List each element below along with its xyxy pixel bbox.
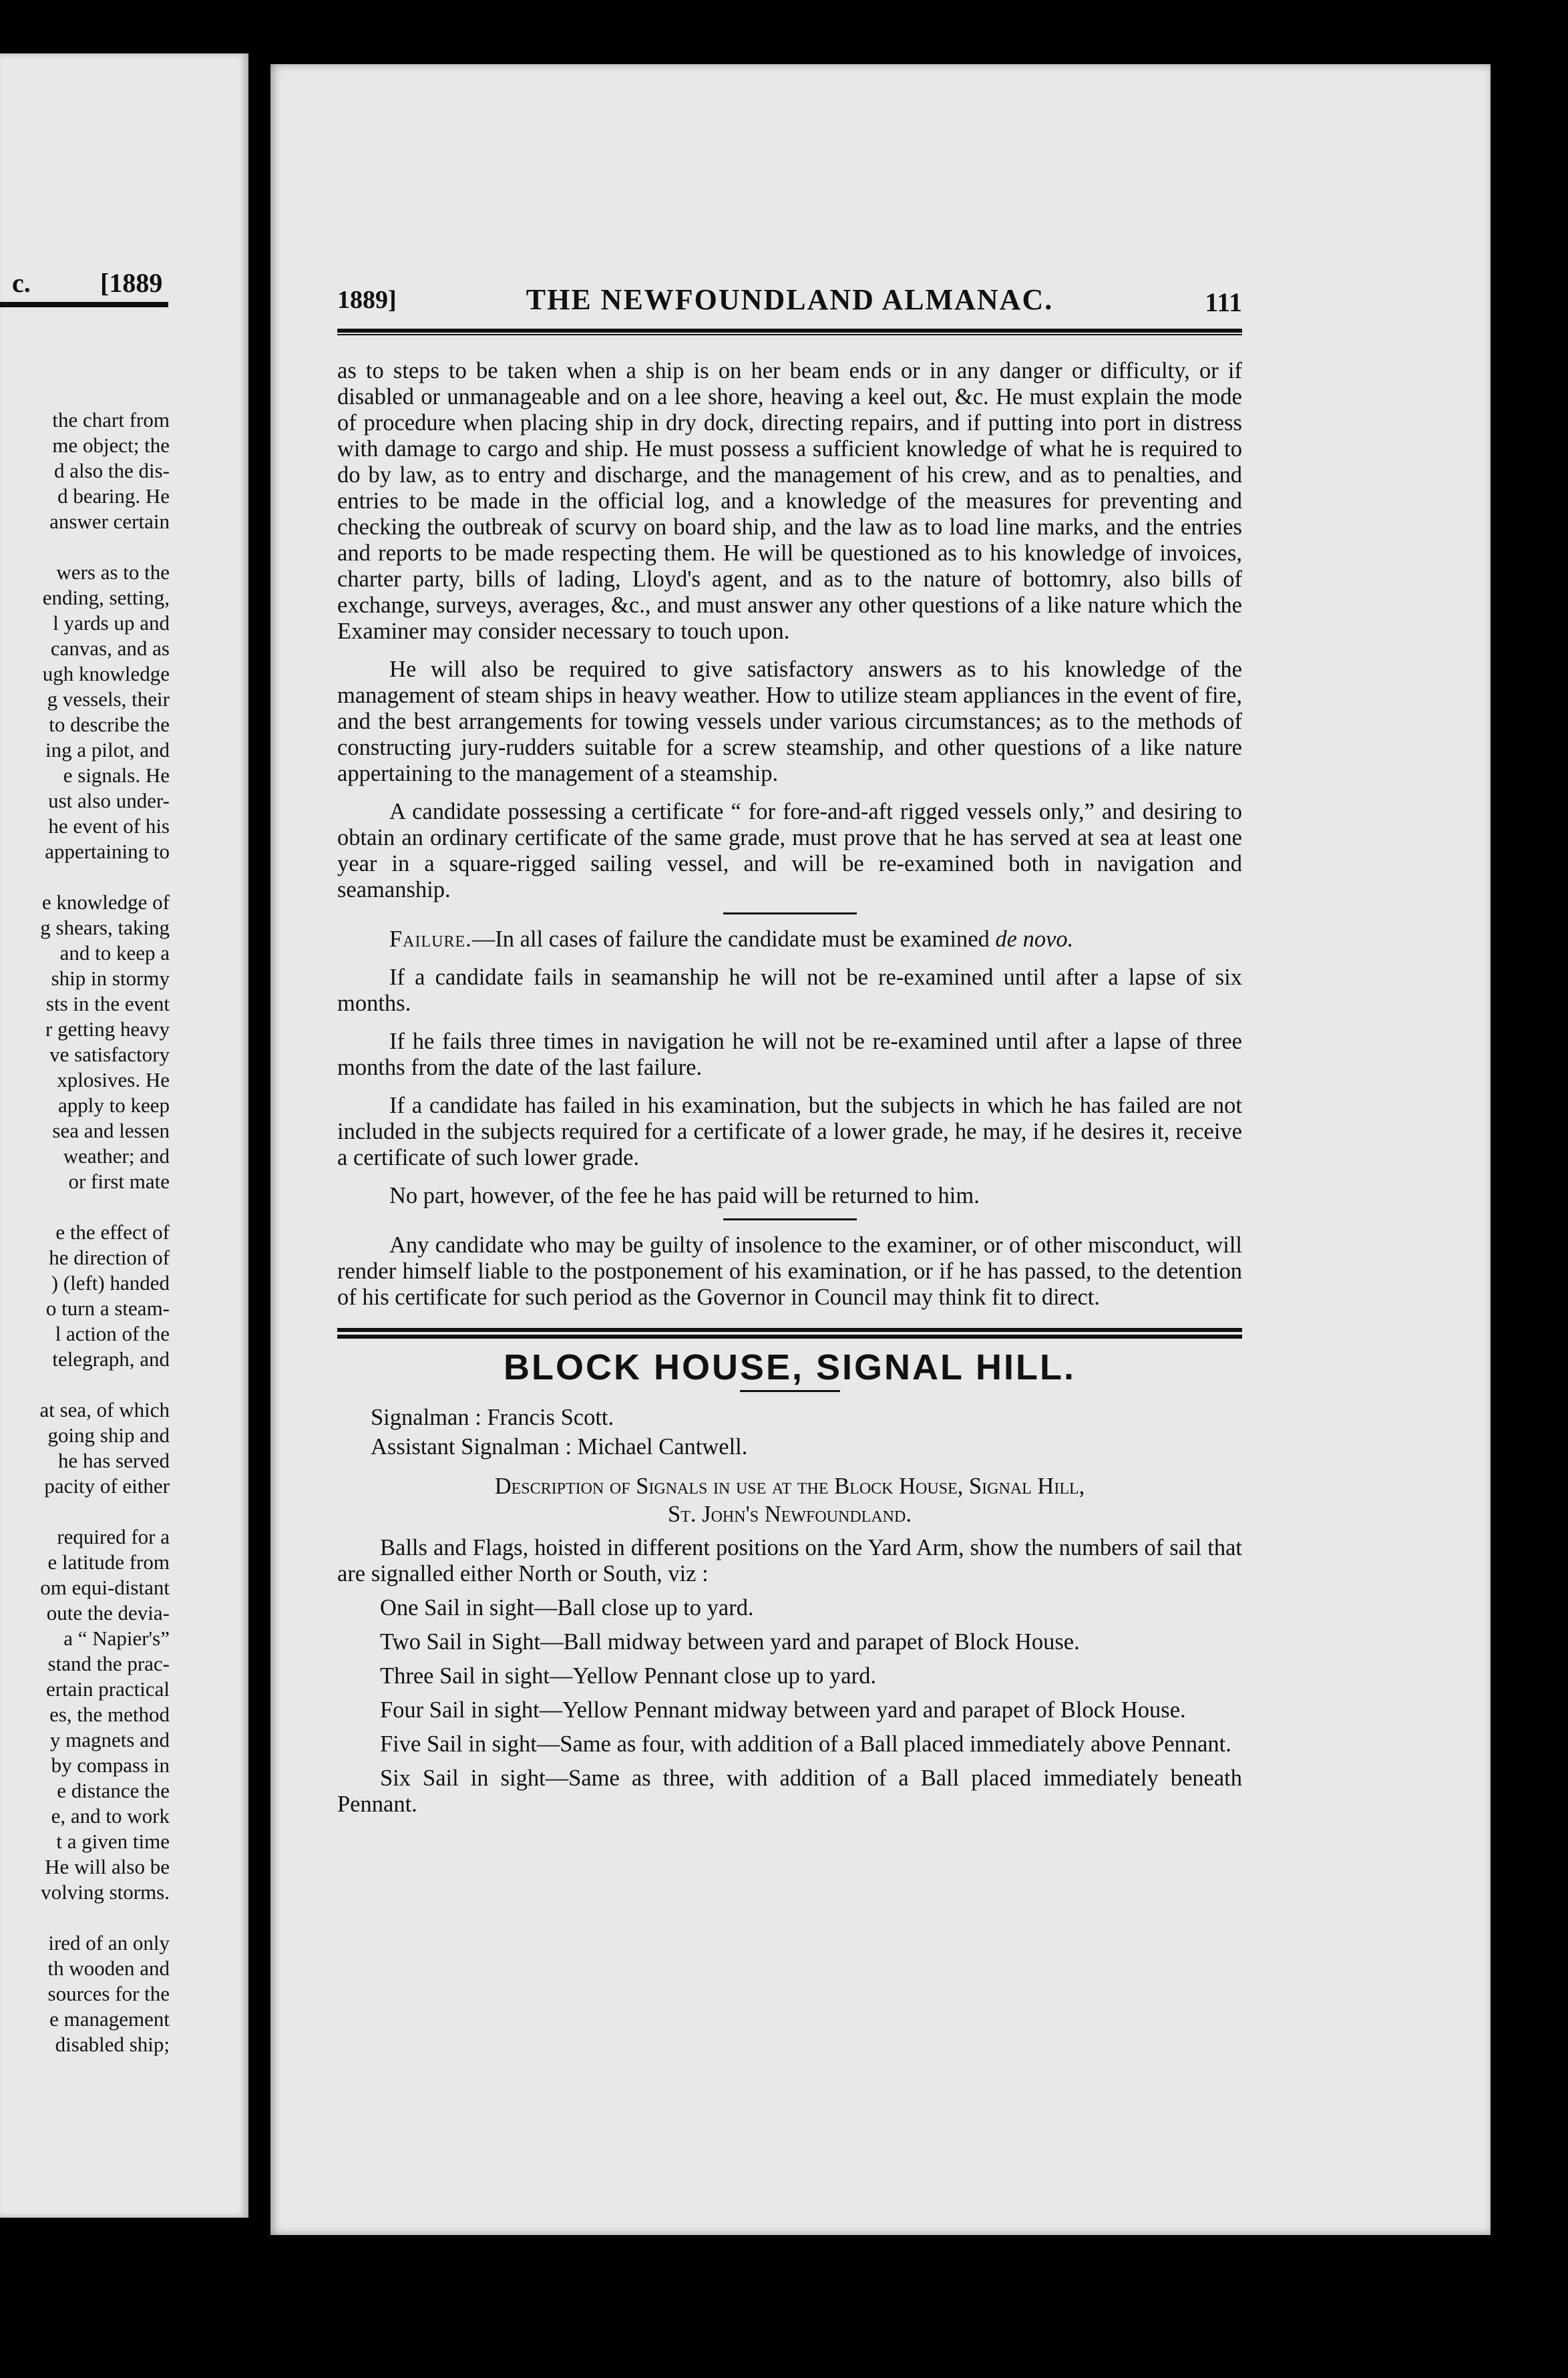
- heading-rule: [740, 1390, 840, 1392]
- left-page-line: wers as to the: [56, 560, 170, 584]
- left-page-gap: [0, 534, 170, 560]
- left-page-line: canvas, and as: [50, 637, 170, 660]
- left-page-gap: [0, 864, 170, 890]
- left-page-line: a “ Napier's”: [63, 1627, 170, 1650]
- left-page-line: d bearing. He: [57, 484, 170, 508]
- left-page-line: r getting heavy: [45, 1017, 170, 1041]
- left-header-rule: [0, 302, 168, 307]
- left-page-line: o turn a steam-: [45, 1297, 170, 1320]
- paragraph: If a candidate fails in seamanship he will not be re-examined until after a lapse of six months.: [337, 965, 1242, 1016]
- signal-item: Six Sail in sight—Same as three, with addition of a Ball placed immediately beneath Pennant.: [337, 1765, 1242, 1817]
- left-page-line: ired of an only: [48, 1931, 170, 1955]
- left-page-line: pacity of either: [44, 1474, 170, 1498]
- paragraph: as to steps to be taken when a ship is on her beam ends or in any danger or difficulty, or if disabled or unmanageable and on a lee shore, heaving a keel out, &c. He must explain the mode of procedure when placing ship in dry dock, directing repairs, and if putting into port in distress with damage to cargo and ship. He must possess a sufficient knowledge of what he is required to do by law, as to entry and discharge, and the management of his crew, and as to penalties, and entries to be made in the official log, and a knowledge of the measures for preventing and checking the outbreak of scurvy on board ship, and the law as to load line marks, and the entries and reports to be made respecting them. He will be questioned as to his knowledge of invoices, charter party, bills of lading, Lloyd's agent, and as to the nature of bottomry, also bills of exchange, surveys, averages, &c., and must answer any other questions of a like nature which the Examiner may consider necessary to touch upon.: [337, 358, 1242, 644]
- left-page-line: y magnets and: [49, 1728, 170, 1751]
- left-page-line: he direction of: [49, 1246, 170, 1269]
- left-page-gap: [0, 1372, 170, 1397]
- left-page-line: ending, setting,: [42, 586, 170, 609]
- paragraph: Any candidate who may be guilty of insolence to the examiner, or of other misconduct, will render himself liable to the postponement of his examination, or if he has passed, to the detention of his certificate for such period as the Governor in Council may think fit to direct.: [337, 1232, 1242, 1310]
- left-page-line: apply to keep: [57, 1093, 170, 1117]
- left-page-line: ing a pilot, and: [45, 738, 170, 761]
- left-page-line: e, and to work: [51, 1804, 170, 1828]
- left-page-line: e management: [49, 2007, 170, 2031]
- left-page-header: [0, 267, 248, 297]
- left-page-line: ) (left) handed: [51, 1271, 170, 1295]
- left-page-line: g shears, taking: [40, 916, 170, 939]
- paragraph: No part, however, of the fee he has paid will be returned to him.: [389, 1183, 980, 1208]
- signal-item: One Sail in sight—Ball close up to yard.: [380, 1595, 754, 1621]
- header-title: THE NEWFOUNDLAND ALMANAC.: [526, 283, 1054, 316]
- left-page-line: e signals. He: [63, 763, 170, 787]
- signal-item: Two Sail in Sight—Ball midway between yard and parapet of Block House.: [380, 1629, 1080, 1655]
- left-page-line: disabled ship;: [55, 2033, 170, 2056]
- left-page-line: by compass in: [51, 1753, 170, 1777]
- left-page: [0, 53, 248, 2218]
- page-number: 111: [1205, 287, 1242, 317]
- header-rule: [337, 329, 1242, 335]
- left-page-line: or first mate: [68, 1170, 170, 1193]
- left-page-line: th wooden and: [47, 1957, 170, 1980]
- left-page-line: he has served: [58, 1449, 170, 1472]
- description-line: Description of Signals in use at the Block House, Signal Hill,: [494, 1474, 1085, 1499]
- section-divider: [723, 1218, 857, 1220]
- left-page-line: ve satisfactory: [49, 1043, 170, 1066]
- left-page-line: he event of his: [48, 814, 170, 838]
- left-page-line: l yards up and: [53, 611, 170, 635]
- left-page-gap: [0, 1194, 170, 1220]
- left-page-line: d also the dis-: [53, 459, 170, 482]
- left-page-line: g vessels, their: [47, 687, 170, 711]
- paragraph: A candidate possessing a certificate “ for fore-and-aft rigged vessels only,” and desiring to obtain an ordinary certificate of the same grade, must prove that he has served at sea at least one year in a square-rigged sailing vessel, and will be re-examined both in navigation and seamanship.: [337, 799, 1242, 902]
- left-page-gap: [0, 1499, 170, 1524]
- left-page-line: ertain practical: [45, 1677, 170, 1701]
- left-header-fragment: c.: [12, 268, 31, 298]
- left-page-line: es, the method: [49, 1703, 170, 1726]
- left-page-line: volving storms.: [41, 1880, 170, 1904]
- section-heading: BLOCK HOUSE, SIGNAL HILL.: [503, 1347, 1076, 1387]
- failure-latin: de novo.: [995, 926, 1074, 952]
- running-head: [337, 281, 1242, 321]
- signals-intro: Balls and Flags, hoisted in different positions on the Yard Arm, show the numbers of sail that are signalled either North or South, viz :: [337, 1535, 1242, 1586]
- failure-paragraph: [337, 926, 1242, 953]
- page-body: [337, 358, 1242, 1818]
- left-page-line: ship in stormy: [51, 967, 170, 990]
- left-page-line: stand the prac-: [47, 1652, 170, 1675]
- left-page-line: to describe the: [49, 713, 170, 736]
- left-page-line: e distance the: [57, 1779, 170, 1802]
- right-page: [270, 64, 1491, 2235]
- left-page-line: at sea, of which: [39, 1398, 170, 1421]
- left-page-line: going ship and: [47, 1423, 170, 1447]
- staff-list: [371, 1403, 1242, 1462]
- left-page-line: He will also be: [45, 1855, 170, 1878]
- left-page-line: l action of the: [55, 1322, 170, 1345]
- signalman: Signalman : Francis Scott.: [371, 1405, 614, 1430]
- left-page-line: oute the devia-: [46, 1601, 170, 1625]
- signal-item: Three Sail in sight—Yellow Pennant close up to yard.: [380, 1663, 876, 1689]
- left-page-line: appertaining to: [45, 840, 170, 863]
- failure-text: —In all cases of failure the candidate must be examined: [471, 926, 990, 952]
- left-page-line: sea and lessen: [52, 1119, 170, 1142]
- left-page-line: t a given time: [56, 1830, 170, 1853]
- left-header-year: [1889: [100, 268, 163, 298]
- section-divider: [723, 912, 857, 914]
- double-rule: [337, 1328, 1242, 1339]
- left-page-line: me object; the: [52, 434, 170, 457]
- left-page-line: xplosives. He: [57, 1068, 170, 1091]
- header-year: 1889]: [337, 286, 397, 314]
- signals-description: [337, 1472, 1242, 1528]
- left-page-line: sources for the: [47, 1982, 170, 2005]
- left-page-line: ust also under-: [48, 789, 170, 812]
- signal-item: Four Sail in sight—Yellow Pennant midway between yard and parapet of Block House.: [380, 1697, 1186, 1723]
- left-page-line: answer certain: [49, 510, 170, 533]
- left-page-line: e knowledge of: [41, 890, 170, 914]
- paragraph: If a candidate has failed in his examination, but the subjects in which he has failed are not included in the subjects required for a certificate of a lower grade, he may, if he desires it, receive a certificate of such lower grade.: [337, 1093, 1242, 1170]
- left-page-gap: [0, 1905, 170, 1930]
- left-page-line: e the effect of: [55, 1220, 170, 1244]
- assistant-signalman: Assistant Signalman : Michael Cantwell.: [371, 1434, 748, 1460]
- left-page-line: om equi-distant: [40, 1576, 170, 1599]
- failure-label: Failure.: [389, 926, 472, 952]
- description-line: St. John's Newfoundland.: [668, 1502, 912, 1527]
- paragraph: If he fails three times in navigation he will not be re-examined until after a lapse of three months from the date of the last failure.: [337, 1029, 1242, 1080]
- left-page-line: e latitude from: [47, 1550, 170, 1574]
- left-page-text: [0, 407, 170, 2057]
- left-page-line: required for a: [57, 1525, 170, 1548]
- left-page-line: the chart from: [52, 408, 170, 432]
- left-page-line: sts in the event: [45, 992, 170, 1015]
- signal-item: Five Sail in sight—Same as four, with addition of a Ball placed immediately above Pennant.: [380, 1731, 1231, 1757]
- left-page-line: telegraph, and: [52, 1347, 170, 1371]
- left-page-line: ugh knowledge: [42, 662, 170, 685]
- left-page-line: weather; and: [63, 1144, 170, 1168]
- left-page-line: and to keep a: [59, 941, 170, 965]
- paragraph: He will also be required to give satisfactory answers as to his knowledge of the management of steam ships in heavy weather. How to utilize steam appliances in the event of fire, and the best arrangements for towing vessels under various circumstances; as to the methods of constructing jury-rudders suitable for a screw steamship, and other questions of a like nature appertaining to the management of a steamship.: [337, 657, 1242, 786]
- signals-list: [337, 1535, 1242, 1818]
